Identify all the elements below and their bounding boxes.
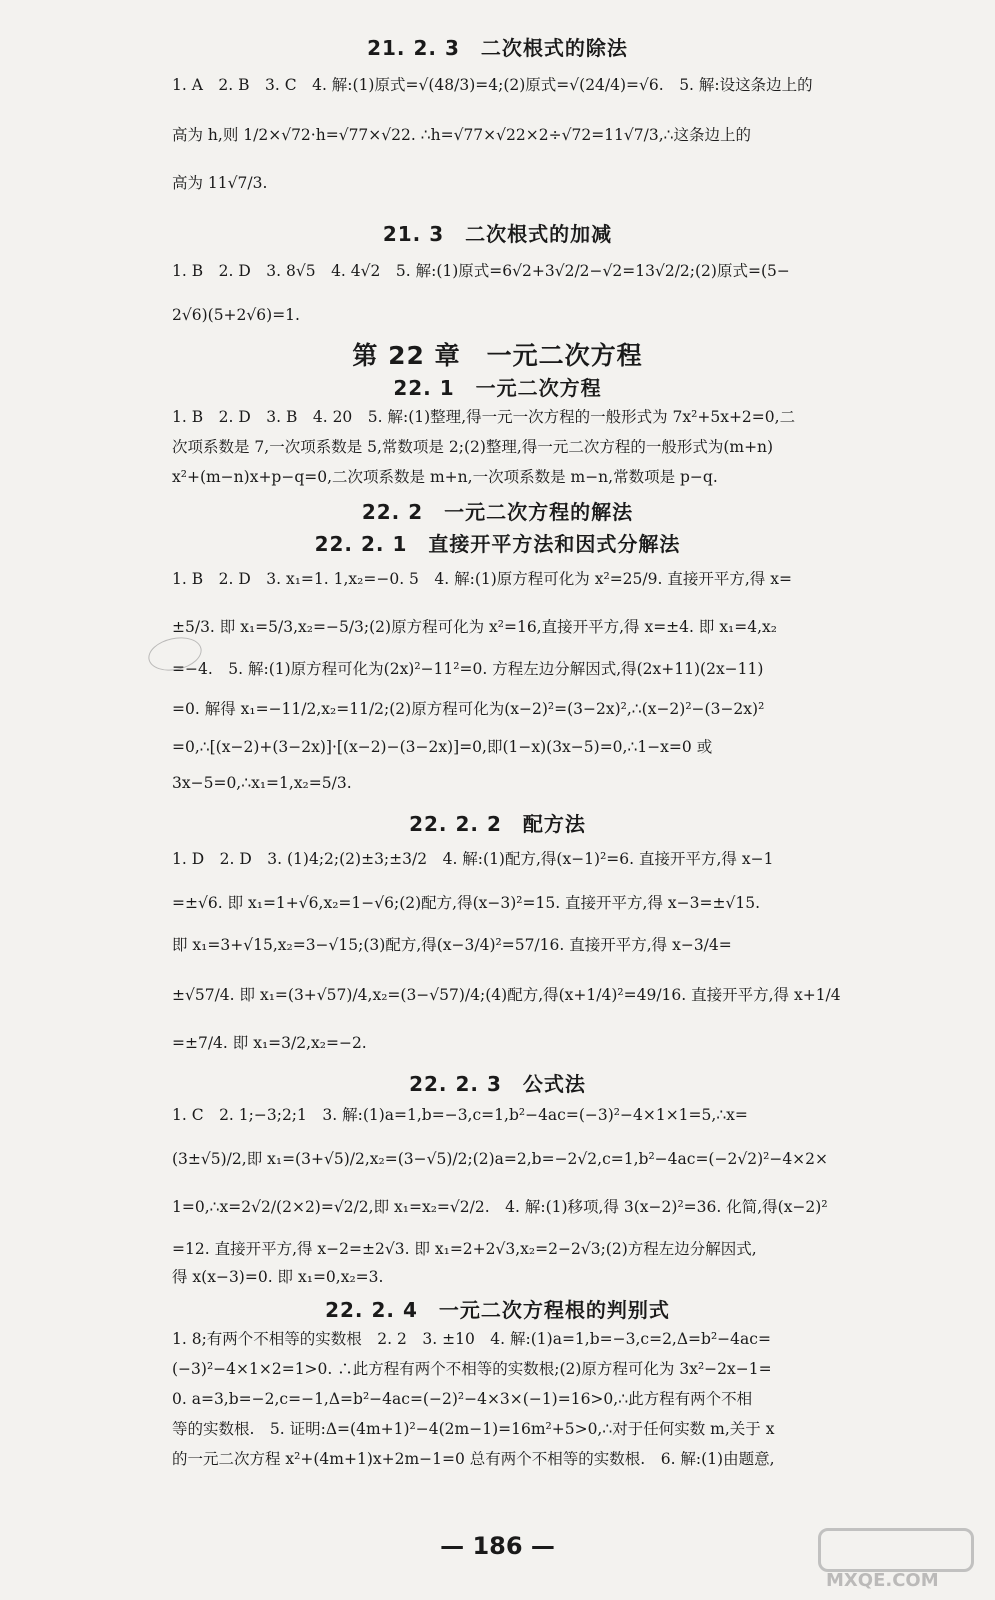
answer-line: x²+(m−n)x+p−q=0,二次项系数是 m+n,一次项系数是 m−n,常数项是 p−q. xyxy=(172,468,718,486)
answer-line: 0. a=3,b=−2,c=−1,Δ=b²−4ac=(−2)²−4×3×(−1)=16>0,∴此方程有两个不相 xyxy=(172,1390,753,1408)
section-title-21-2-3: 21. 2. 3 二次根式的除法 xyxy=(367,36,628,60)
section-title-21-3: 21. 3 二次根式的加减 xyxy=(382,222,613,246)
answer-line: 1. D 2. D 3. (1)4;2;(2)±3;±3/2 4. 解:(1)配方,得(x−1)²=6. 直接开平方,得 x−1 xyxy=(172,850,774,868)
answer-line: 1. B 2. D 3. 8√5 4. 4√2 5. 解:(1)原式=6√2+3√2/2−√2=13√2/2;(2)原式=(5− xyxy=(172,262,790,280)
answer-line: 3x−5=0,∴x₁=1,x₂=5/3. xyxy=(172,774,352,792)
section-title-22-2-3: 22. 2. 3 公式法 xyxy=(409,1072,586,1096)
answer-line: 次项系数是 7,一次项系数是 5,常数项是 2;(2)整理,得一元二次方程的一般形式为(m+n) xyxy=(172,438,774,456)
answer-line: 即 x₁=3+√15,x₂=3−√15;(3)配方,得(x−3/4)²=57/16. 直接开平方,得 x−3/4= xyxy=(172,936,732,954)
answer-line: 高为 h,则 1/2×√72·h=√77×√22. ∴h=√77×√22×2÷√72=11√7/3,∴这条边上的 xyxy=(172,126,752,144)
answer-line: =0. 解得 x₁=−11/2,x₂=11/2;(2)原方程可化为(x−2)²=(3−2x)²,∴(x−2)²−(3−2x)² xyxy=(172,700,765,718)
watermark-site: MXQE.COM xyxy=(826,1570,939,1591)
section-title-22-2-1: 22. 2. 1 直接开平方法和因式分解法 xyxy=(314,532,681,556)
answer-line: 的一元二次方程 x²+(4m+1)x+2m−1=0 总有两个不相等的实数根. 6. 解:(1)由题意, xyxy=(172,1450,775,1468)
answer-line: =12. 直接开平方,得 x−2=±2√3. 即 x₁=2+2√3,x₂=2−2√3;(2)方程左边分解因式, xyxy=(172,1240,757,1258)
answer-line: (−3)²−4×1×2=1>0. ∴此方程有两个不相等的实数根;(2)原方程可化为 3x²−2x−1= xyxy=(172,1360,772,1378)
section-title-22-2-4: 22. 2. 4 一元二次方程根的判别式 xyxy=(325,1298,670,1322)
section-title-22-1: 22. 1 一元二次方程 xyxy=(393,376,602,400)
answer-line: =−4. 5. 解:(1)原方程可化为(2x)²−11²=0. 方程左边分解因式,得(2x+11)(2x−11) xyxy=(172,660,764,678)
answer-line: ±5/3. 即 x₁=5/3,x₂=−5/3;(2)原方程可化为 x²=16,直接开平方,得 x=±4. 即 x₁=4,x₂ xyxy=(172,618,778,636)
answer-line: 高为 11√7/3. xyxy=(172,174,268,192)
answer-line: =±√6. 即 x₁=1+√6,x₂=1−√6;(2)配方,得(x−3)²=15. 直接开平方,得 x−3=±√15. xyxy=(172,894,760,912)
answer-line: ±√57/4. 即 x₁=(3+√57)/4,x₂=(3−√57)/4;(4)配方,得(x+1/4)²=49/16. 直接开平方,得 x+1/4 xyxy=(172,986,841,1004)
answer-line: 1. 8;有两个不相等的实数根 2. 2 3. ±10 4. 解:(1)a=1,b=−3,c=2,Δ=b²−4ac= xyxy=(172,1330,771,1348)
answer-line: 1. B 2. D 3. B 4. 20 5. 解:(1)整理,得一元一次方程的一般形式为 7x²+5x+2=0,二 xyxy=(172,408,796,426)
answer-line: 1. B 2. D 3. x₁=1. 1,x₂=−0. 5 4. 解:(1)原方程可化为 x²=25/9. 直接开平方,得 x= xyxy=(172,570,792,588)
watermark xyxy=(812,1528,982,1592)
section-title-22-2: 22. 2 一元二次方程的解法 xyxy=(361,500,634,524)
chapter-title-22: 第 22 章 一元二次方程 xyxy=(352,341,643,370)
section-title-22-2-2: 22. 2. 2 配方法 xyxy=(409,812,586,836)
answer-line: 1. A 2. B 3. C 4. 解:(1)原式=√(48/3)=4;(2)原式=√(24/4)=√6. 5. 解:设这条边上的 xyxy=(172,76,813,94)
watermark-logo-icon xyxy=(818,1528,974,1572)
page-number: — 186 — xyxy=(440,1532,555,1560)
answer-line: 1=0,∴x=2√2/(2×2)=√2/2,即 x₁=x₂=√2/2. 4. 解:(1)移项,得 3(x−2)²=36. 化简,得(x−2)² xyxy=(172,1198,828,1216)
answer-line: 2√6)(5+2√6)=1. xyxy=(172,306,300,324)
answer-line: 1. C 2. 1;−3;2;1 3. 解:(1)a=1,b=−3,c=1,b²−4ac=(−3)²−4×1×1=5,∴x= xyxy=(172,1106,748,1124)
answer-line: (3±√5)/2,即 x₁=(3+√5)/2,x₂=(3−√5)/2;(2)a=2,b=−2√2,c=1,b²−4ac=(−2√2)²−4×2× xyxy=(172,1150,829,1168)
answer-line: =0,∴[(x−2)+(3−2x)]·[(x−2)−(3−2x)]=0,即(1−x)(3x−5)=0,∴1−x=0 或 xyxy=(172,738,713,756)
answer-line: 得 x(x−3)=0. 即 x₁=0,x₂=3. xyxy=(172,1268,384,1286)
answer-line: 等的实数根. 5. 证明:Δ=(4m+1)²−4(2m−1)=16m²+5>0,∴对于任何实数 m,关于 x xyxy=(172,1420,775,1438)
answer-line: =±7/4. 即 x₁=3/2,x₂=−2. xyxy=(172,1034,367,1052)
